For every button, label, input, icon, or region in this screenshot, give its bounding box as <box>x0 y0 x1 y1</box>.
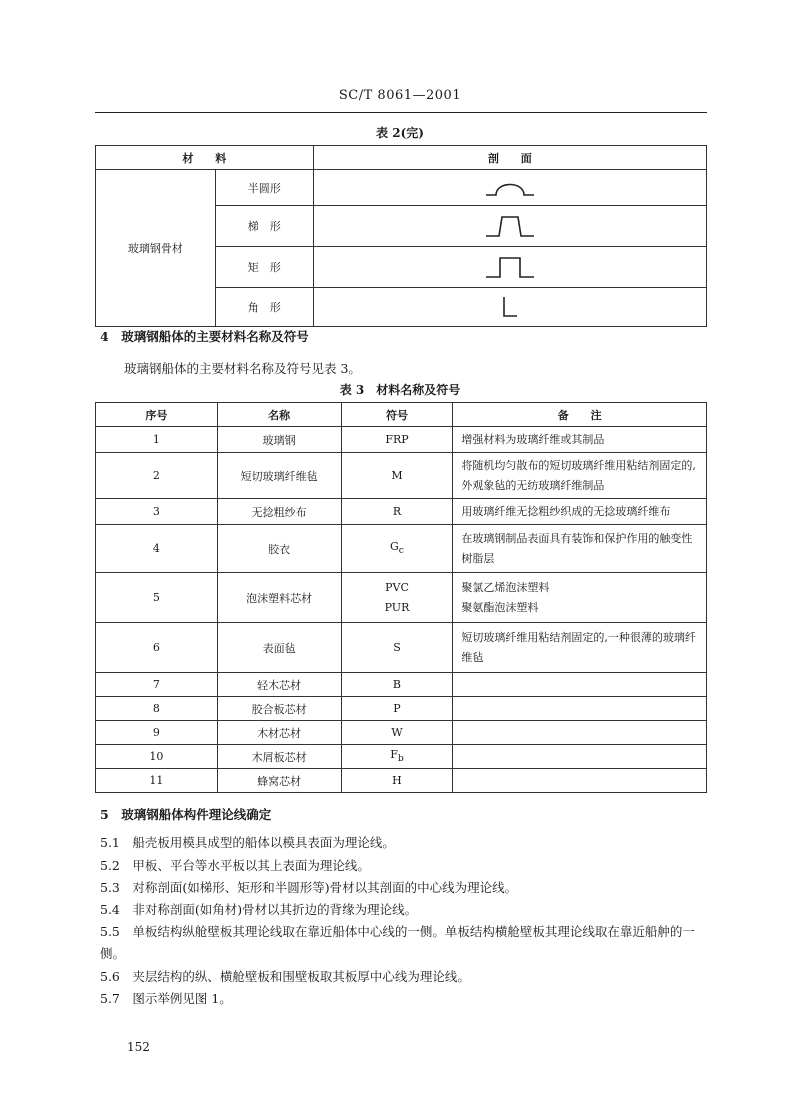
symbol-main: G <box>390 540 399 554</box>
row-name: 胶合板芯材 <box>217 697 341 721</box>
symbol-subscript: c <box>398 545 404 557</box>
row-name: 胶衣 <box>217 525 341 573</box>
angle-profile-icon <box>313 288 706 327</box>
row-note: 用玻璃纤维无捻粗纱织成的无捻玻璃纤维布 <box>453 499 707 525</box>
table3-header-no: 序号 <box>96 403 218 427</box>
trapezoid-profile-icon <box>313 206 706 247</box>
row-name: 无捻粗纱布 <box>217 499 341 525</box>
table2-caption: 表 2(完) <box>376 126 424 140</box>
rectangle-profile-icon <box>313 247 706 288</box>
table3-header-note: 备 注 <box>453 403 707 427</box>
row-name: 玻璃钢 <box>217 427 341 453</box>
row-no: 2 <box>96 453 218 499</box>
row-name: 表面毡 <box>217 623 341 673</box>
table3-header-name: 名称 <box>217 403 341 427</box>
clause-5-6: 5.6 夹层结构的纵、横舱壁板和围壁板取其板厚中心线为理论线。 <box>100 969 470 984</box>
row-name: 木材芯材 <box>217 721 341 745</box>
clause-5-2: 5.2 甲板、平台等水平板以其上表面为理论线。 <box>100 858 370 873</box>
section4-title: 4 玻璃钢船体的主要材料名称及符号 <box>100 329 309 344</box>
table2-group-label: 玻璃钢骨材 <box>96 170 216 327</box>
row-note: 将随机均匀散布的短切玻璃纤维用粘结剂固定的,外观象毡的无纺玻璃纤维制品 <box>453 453 707 499</box>
row-symbol <box>341 525 453 573</box>
table2-row-name: 半圆形 <box>215 170 313 206</box>
note-line: 聚氯乙烯泡沫塑料 <box>461 580 550 594</box>
row-no: 11 <box>96 769 218 793</box>
table2-row-name: 矩 形 <box>215 247 313 288</box>
row-symbol: R <box>341 499 453 525</box>
standard-header: SC/T 8061—2001 <box>338 88 462 103</box>
row-symbol: H <box>341 769 453 793</box>
row-no: 6 <box>96 623 218 673</box>
clause-5-1: 5.1 船壳板用模具成型的船体以模具表面为理论线。 <box>100 835 395 850</box>
symbol-line: PVC <box>385 580 409 594</box>
table2-row-name: 角 形 <box>215 288 313 327</box>
row-symbol: B <box>341 673 453 697</box>
row-note <box>453 673 707 697</box>
note-line: 聚氨酯泡沫塑料 <box>461 600 539 614</box>
clause-5-7: 5.7 图示举例见图 1。 <box>100 991 232 1006</box>
header-rule <box>95 112 707 113</box>
section4-intro: 玻璃钢船体的主要材料名称及符号见表 3。 <box>124 361 361 376</box>
row-symbol: S <box>341 623 453 673</box>
table2-header-material: 材 料 <box>96 146 314 170</box>
row-note: 短切玻璃纤维用粘结剂固定的,一种很薄的玻璃纤维毡 <box>453 623 707 673</box>
row-no: 1 <box>96 427 218 453</box>
row-name: 轻木芯材 <box>217 673 341 697</box>
table3 <box>95 402 707 793</box>
row-no: 5 <box>96 573 218 623</box>
row-name: 短切玻璃纤维毡 <box>217 453 341 499</box>
row-note <box>453 697 707 721</box>
section5-title: 5 玻璃钢船体构件理论线确定 <box>100 807 272 822</box>
row-name: 泡沫塑料芯材 <box>217 573 341 623</box>
row-symbol <box>341 745 453 769</box>
symbol-subscript: b <box>397 753 404 765</box>
row-note <box>453 721 707 745</box>
row-no: 7 <box>96 673 218 697</box>
row-symbol: P <box>341 697 453 721</box>
row-note <box>453 769 707 793</box>
clause-5-4: 5.4 非对称剖面(如角材)骨材以其折边的背缘为理论线。 <box>100 902 418 917</box>
row-symbol: M <box>341 453 453 499</box>
row-note: 在玻璃钢制品表面具有装饰和保护作用的触变性树脂层 <box>453 525 707 573</box>
table2-header-profile: 剖 面 <box>313 146 706 170</box>
table2 <box>95 145 707 327</box>
table2-row-name: 梯 形 <box>215 206 313 247</box>
row-symbol: W <box>341 721 453 745</box>
row-no: 8 <box>96 697 218 721</box>
row-no: 4 <box>96 525 218 573</box>
row-no: 10 <box>96 745 218 769</box>
row-name: 蜂窝芯材 <box>217 769 341 793</box>
clause-5-5: 5.5 单板结构纵舱壁板其理论线取在靠近船体中心线的一侧。单板结构横舱壁板其理论线取在靠近船舯的一侧。 <box>100 924 695 961</box>
half-round-profile-icon <box>313 170 706 206</box>
table3-header-symbol: 符号 <box>341 403 453 427</box>
row-note: 增强材料为玻璃纤维或其制品 <box>453 427 707 453</box>
symbol-main: F <box>390 748 398 762</box>
page-number: 152 <box>127 1040 150 1054</box>
row-name: 木屑板芯材 <box>217 745 341 769</box>
row-note <box>453 745 707 769</box>
row-note <box>453 573 707 623</box>
clause-5-3: 5.3 对称剖面(如梯形、矩形和半圆形等)骨材以其剖面的中心线为理论线。 <box>100 880 518 895</box>
row-symbol <box>341 573 453 623</box>
row-no: 3 <box>96 499 218 525</box>
table3-caption: 表 3 材料名称及符号 <box>339 383 461 397</box>
symbol-line: PUR <box>384 600 410 614</box>
row-symbol: FRP <box>341 427 453 453</box>
row-no: 9 <box>96 721 218 745</box>
